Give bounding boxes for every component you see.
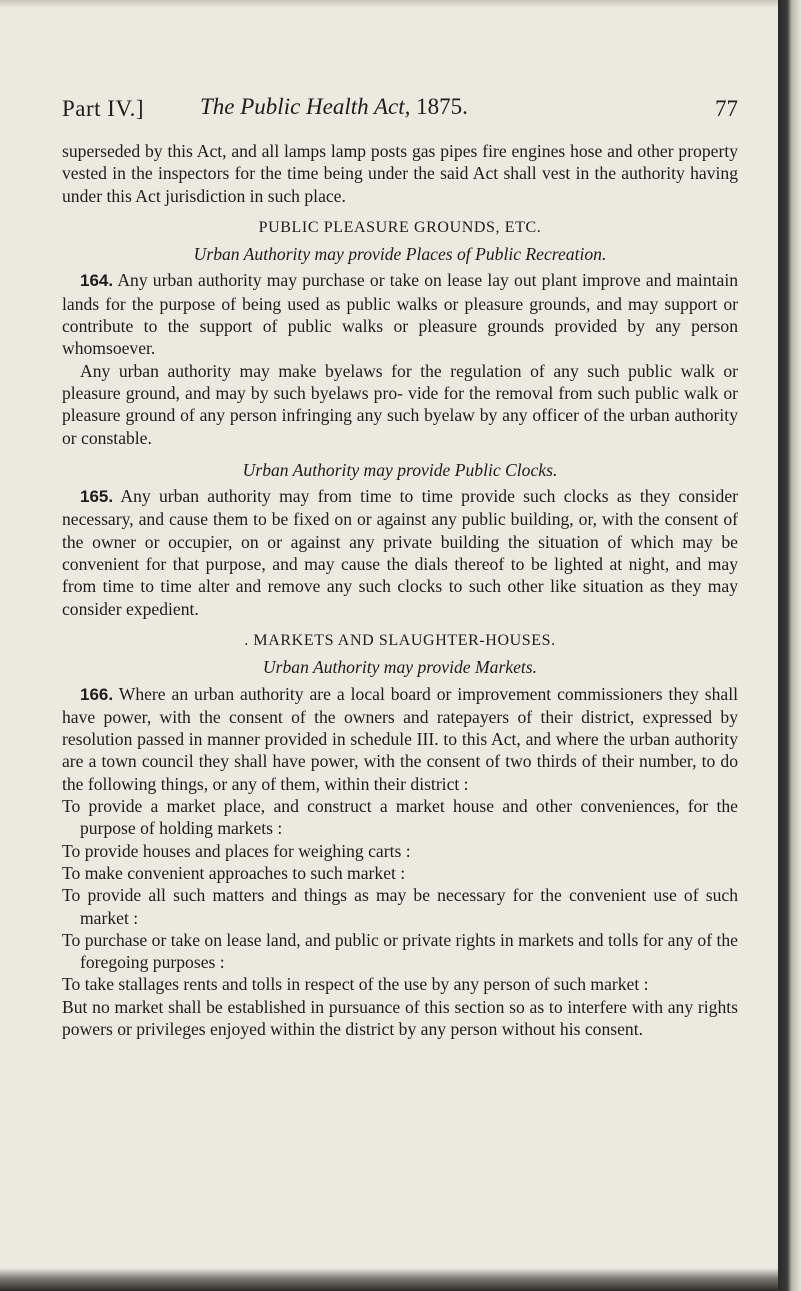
list-item: To purchase or take on lease land, and public or private rights in markets and tolls for any of the foregoing purposes : [62, 929, 738, 973]
part-label: Part IV.] [62, 96, 145, 121]
page-body [62, 140, 738, 1040]
section-166-text: Where an urban authority are a local board or improvement commissioners they shall have power, with the consent of the owners and ratepayers of their district, expressed by resolution passed in manner provided in schedule III. to this Act, and where the urban authority are a town council they shall have power, with the consent of two thirds of their number, to do the following things, or any of them, within their district : [62, 683, 738, 794]
running-title [200, 94, 468, 120]
section-number-164: 164. [80, 271, 114, 291]
subheading-markets: Urban Authority may provide Markets. [262, 657, 538, 678]
page-top-shadow [0, 0, 778, 8]
list-item: To provide all such matters and things as may be necessary for the convenient use of such market : [62, 885, 738, 928]
list-item: To provide houses and places for weighing carts : [62, 840, 411, 861]
list-item: To provide a market place, and construct a market house and other conveniences, for the purpose of holding markets : [62, 796, 738, 839]
section-164-text: Any urban authority may purchase or take on lease lay out plant improve and maintain lands for the purpose of being used as public walks or pleasure grounds, and may support or contribute to the support of public walks or pleasure grounds provided by any person whomsoever. [62, 270, 738, 359]
section-165-text: Any urban authority may from time to time provide such clocks as they consider necessary, and cause them to be fixed on or against any public building, or, with the consent of the owner or occupier, on or against any private building the situation of which may be convenient for that purpose, and may cause the dials thereof to be lighted at night, and may from time to time alter and remove any such clocks to such other like situation as they may consider expedient. [62, 486, 738, 619]
page-number: 77 [715, 96, 738, 121]
section-number-165: 165. [80, 487, 114, 507]
subheading-recreation: Urban Authority may provide Places of Public Recreation. [193, 244, 607, 265]
section-number-166: 166. [80, 684, 114, 704]
section-164-byelaws: Any urban authority may make byelaws for the regulation of any such public walk or pleasure ground, and may by such byelaws pro- vide for the removal from such public walk or pleasure ground of any person infringing any such byelaw by any officer of the urban authority or constable. [62, 360, 738, 448]
market-powers-list [62, 795, 738, 996]
section-166 [62, 683, 738, 795]
list-item: To take stallages rents and tolls in respect of the use by any person of such market : [62, 974, 649, 995]
act-title: The Public Health Act, [200, 94, 411, 119]
act-year: 1875. [416, 94, 468, 119]
section-166-proviso: But no market shall be established in pursuance of this section so as to interfere with any rights powers or privileges enjoyed within the district by any person without his consent. [62, 996, 738, 1039]
page-edge-shadow [778, 0, 801, 1291]
section-heading-pleasure-grounds: PUBLIC PLEASURE GROUNDS, ETC. [258, 218, 542, 236]
scan-bottom-edge [0, 1268, 778, 1291]
subheading-clocks: Urban Authority may provide Public Clocks. [242, 459, 558, 480]
section-165 [62, 485, 738, 620]
list-item: To make convenient approaches to such market : [62, 862, 406, 883]
running-header [62, 94, 738, 128]
section-heading-markets: . MARKETS AND SLAUGHTER-HOUSES. [244, 631, 556, 649]
section-164 [62, 269, 738, 359]
continued-paragraph: superseded by this Act, and all lamps lamp posts gas pipes fire engines hose and other property vested in the inspectors for the time being under the said Act shall vest in the authority having under this Act jurisdiction in such place. [62, 141, 738, 206]
